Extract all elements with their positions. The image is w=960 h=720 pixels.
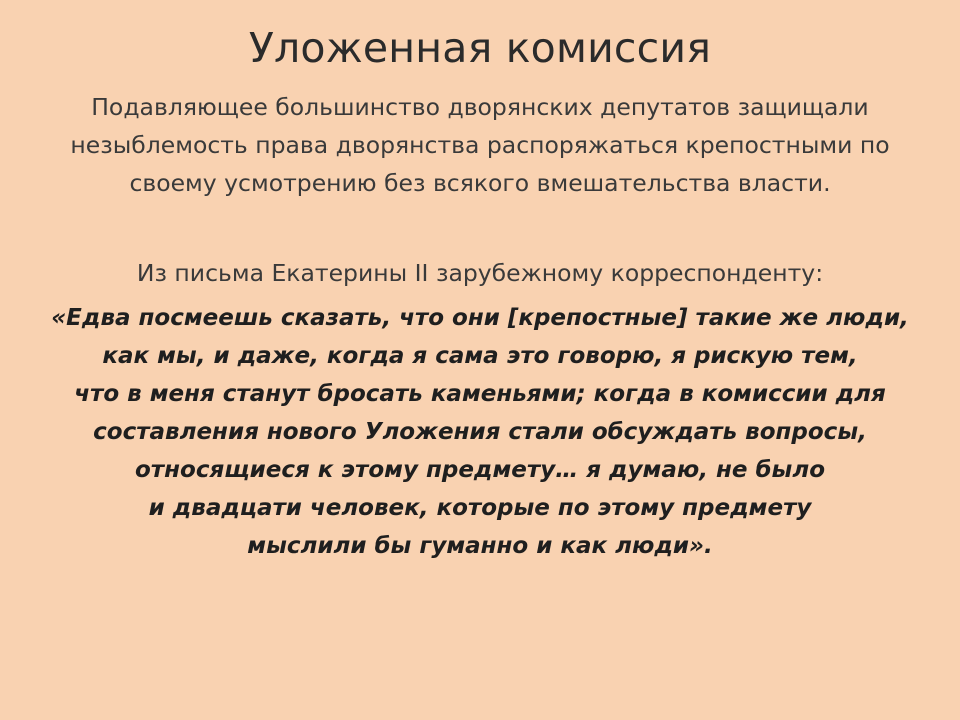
quote-line: относящиеся к этому предмету… я думаю, не было xyxy=(135,457,825,483)
quote-line: «Едва посмеешь сказать, что они [крепостные] такие же люди, xyxy=(51,305,909,331)
slide-title: Уложенная комиссия xyxy=(248,24,712,72)
quote-line: составления нового Уложения стали обсуждать вопросы, xyxy=(93,419,867,445)
intro-paragraph xyxy=(0,88,960,202)
quote-line: мыслили бы гуманно и как люди». xyxy=(247,533,713,559)
intro-line: Подавляющее большинство дворянских депутатов защищали xyxy=(91,93,869,121)
quote-block xyxy=(0,299,960,565)
quote-line: что в меня станут бросать каменьями; когда в комиссии для xyxy=(74,381,886,407)
quote-line: и двадцати человек, которые по этому предмету xyxy=(148,495,812,521)
source-caption: Из письма Екатерины II зарубежному корреспонденту: xyxy=(136,259,824,287)
intro-line: незыблемость права дворянства распоряжаться крепостными по xyxy=(70,131,890,159)
quote-line: как мы, и даже, когда я сама это говорю, я рискую тем, xyxy=(102,343,858,369)
intro-line: своему усмотрению без всякого вмешательства власти. xyxy=(129,169,831,197)
